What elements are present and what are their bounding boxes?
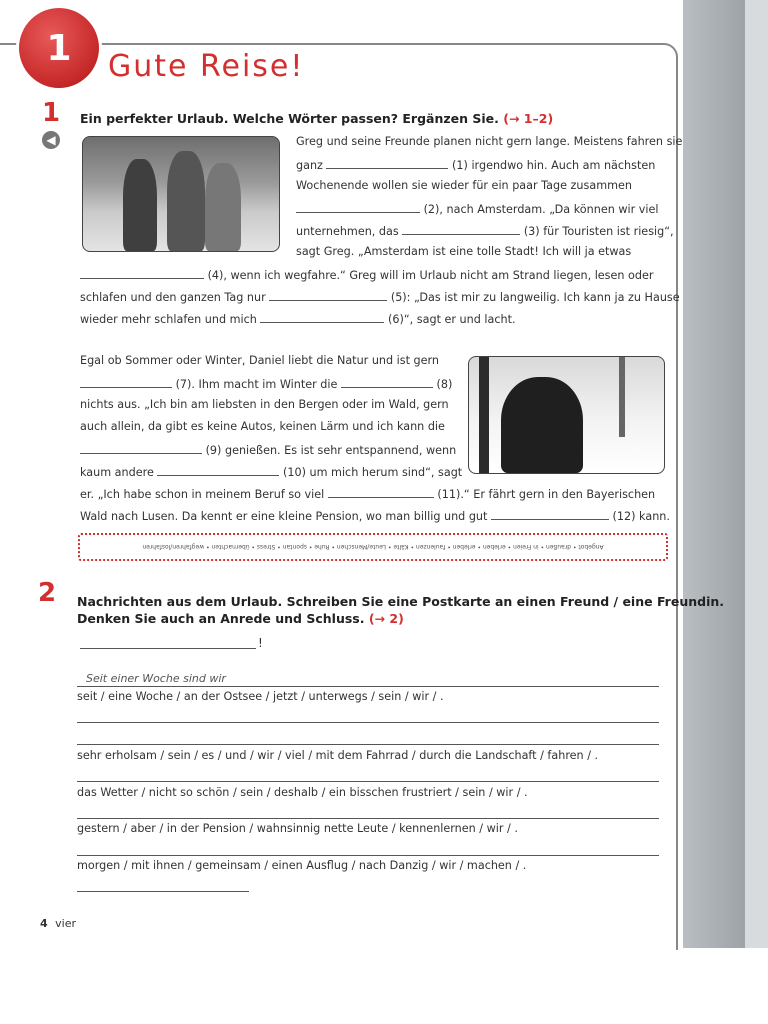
text-line-8 <box>80 289 680 305</box>
exercise-1-ref: (→ 1–2) <box>503 111 554 126</box>
writing-line-1[interactable] <box>77 686 659 687</box>
page-number-word: vier <box>55 917 77 930</box>
blank-3[interactable] <box>402 223 520 235</box>
closing-blank[interactable] <box>77 891 249 892</box>
greeting-exclamation: ! <box>258 636 263 650</box>
word-box <box>78 533 668 561</box>
text-line-14 <box>80 442 456 458</box>
fragment-wald: Wald nach Lusen. Da kennt er eine kleine Pension, wo man billig und gut <box>80 510 488 523</box>
exercise-1-heading-text: Ein perfekter Urlaub. Welche Wörter passen? Ergänzen Sie. <box>80 111 499 126</box>
fragment-8: (8) <box>436 378 453 391</box>
text-line-10: Egal ob Sommer oder Winter, Daniel liebt die Natur und ist gern <box>80 354 440 367</box>
writing-line-4[interactable] <box>77 781 659 782</box>
writing-line-3[interactable] <box>77 744 659 745</box>
page-edge-light <box>745 0 768 948</box>
exercise-2-heading-line2: Denken Sie auch an Anrede und Schluss. <box>77 611 365 626</box>
text-line-5 <box>296 223 674 239</box>
fragment-1: (1) irgendwo hin. Auch am nächsten <box>452 159 656 172</box>
fragment-5: (5): „Das ist mir zu langweilig. Ich kann ja zu Hause <box>390 291 680 304</box>
word-box-text: Angebot • draußen • in Freien • erleben • erleben • faulenzen • Kälte • Leute/Menschen • Ruhe • spontan • Stress • übernachten • wegfahren/losfahren <box>142 543 604 550</box>
page-edge <box>683 0 745 948</box>
writing-line-2[interactable] <box>77 722 659 723</box>
photo-person-1 <box>123 159 157 251</box>
photo-man-in-snow <box>468 356 665 474</box>
photo-person-3 <box>205 163 241 251</box>
blank-4[interactable] <box>80 267 204 279</box>
photo-person-2 <box>167 151 205 251</box>
page-number <box>40 917 76 930</box>
text-line-4 <box>296 201 658 217</box>
page-number-digit: 4 <box>40 917 48 930</box>
blank-2[interactable] <box>296 201 420 213</box>
fragment-7: (7). Ihm macht im Winter die <box>175 378 338 391</box>
photo-person-daniel <box>501 377 583 473</box>
greeting-blank[interactable] <box>80 648 256 649</box>
prompt-1: seit / eine Woche / an der Ostsee / jetzt / unterwegs / sein / wir / . <box>77 690 444 703</box>
blank-7[interactable] <box>80 376 172 388</box>
text-line-9 <box>80 311 516 327</box>
fragment-ganz: ganz <box>296 159 323 172</box>
text-line-15 <box>80 464 462 480</box>
photo-friends-walking <box>82 136 280 252</box>
exercise-2-heading-line2-wrap <box>77 610 724 627</box>
fragment-4: (4), wenn ich wegfahre.“ Greg will im Urlaub nicht am Strand liegen, lesen oder <box>207 269 654 282</box>
writing-line-5[interactable] <box>77 818 659 819</box>
text-line-6: sagt Greg. „Amsterdam ist eine tolle Stadt! Ich will ja etwas <box>296 245 632 258</box>
fragment-kaum: kaum andere <box>80 466 154 479</box>
fragment-10: (10) um mich herum sind“, sagt <box>282 466 463 479</box>
text-line-17 <box>80 508 670 524</box>
text-line-1: Greg und seine Freunde planen nicht gern lange. Meistens fahren sie <box>296 135 683 148</box>
blank-11[interactable] <box>328 486 434 498</box>
exercise-2-ref: (→ 2) <box>368 611 404 626</box>
blank-9[interactable] <box>80 442 202 454</box>
fragment-wieder: wieder mehr schlafen und mich <box>80 313 257 326</box>
chapter-title: Gute Reise! <box>108 49 305 84</box>
fragment-er: er. „Ich habe schon in meinem Beruf so viel <box>80 488 325 501</box>
text-line-7 <box>80 267 653 283</box>
fragment-2: (2), nach Amsterdam. „Da können wir viel <box>423 203 659 216</box>
writing-line-6[interactable] <box>77 855 659 856</box>
prompt-5: morgen / mit ihnen / gemeinsam / einen Ausflug / nach Danzig / wir / machen / . <box>77 859 527 872</box>
exercise-2-heading <box>77 593 724 627</box>
text-line-12: nichts aus. „Ich bin am liebsten in den Bergen oder im Wald, gern <box>80 398 449 411</box>
exercise-2-number: 2 <box>38 578 57 608</box>
exercise-2-heading-line1: Nachrichten aus dem Urlaub. Schreiben Sie eine Postkarte an einen Freund / eine Freundin. <box>77 594 725 609</box>
blank-8[interactable] <box>341 376 433 388</box>
example-answer: Seit einer Woche sind wir <box>86 672 226 685</box>
blank-1[interactable] <box>326 157 448 169</box>
blank-6[interactable] <box>260 311 384 323</box>
fragment-schlafen: schlafen und den ganzen Tag nur <box>80 291 266 304</box>
photo-tree-2 <box>619 357 625 437</box>
text-line-3: Wochenende wollen sie wieder für ein paar Tage zusammen <box>296 179 632 192</box>
blank-5[interactable] <box>269 289 387 301</box>
fragment-11: (11).“ Er fährt gern in den Bayerischen <box>437 488 656 501</box>
chapter-badge: 1 <box>19 8 99 88</box>
fragment-9: (9) genießen. Es ist sehr entspannend, wenn <box>205 444 457 457</box>
fragment-unternehmen: unternehmen, das <box>296 225 399 238</box>
fragment-3: (3) für Touristen ist riesig“, <box>523 225 674 238</box>
prompt-2: sehr erholsam / sein / es / und / wir / viel / mit dem Fahrrad / durch die Landschaft / fahren / . <box>77 749 599 762</box>
fragment-6: (6)“, sagt er und lacht. <box>388 313 516 326</box>
text-line-2 <box>296 157 655 173</box>
blank-12[interactable] <box>491 508 609 520</box>
photo-tree-1 <box>479 357 489 473</box>
text-line-16 <box>80 486 655 502</box>
text-line-13: auch allein, da gibt es keine Autos, keinen Lärm und ich kann die <box>80 420 445 433</box>
exercise-1-number: 1 <box>42 98 61 128</box>
fragment-12: (12) kann. <box>612 510 670 523</box>
play-icon[interactable]: ◀ <box>42 131 60 149</box>
text-line-11 <box>80 376 452 392</box>
prompt-3: das Wetter / nicht so schön / sein / deshalb / ein bisschen frustriert / sein / wir / . <box>77 786 528 799</box>
exercise-1-heading <box>80 110 553 127</box>
blank-10[interactable] <box>157 464 279 476</box>
prompt-4: gestern / aber / in der Pension / wahnsinnig nette Leute / kennenlernen / wir / . <box>77 822 518 835</box>
